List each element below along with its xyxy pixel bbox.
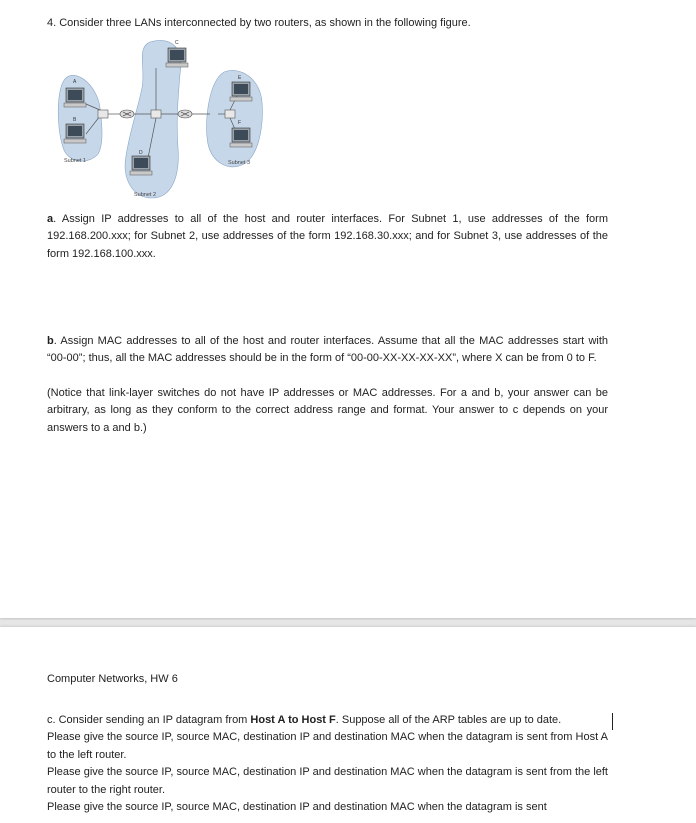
host-b-computer: [64, 124, 86, 143]
part-c-line-2: Please give the source IP, source MAC, destination IP and destination MAC when the datagram is sent from the left router to the right router.: [47, 766, 608, 796]
host-label-d: D: [139, 150, 143, 156]
host-label-b: B: [73, 117, 77, 123]
switch-2: [151, 110, 161, 118]
part-b-label: b: [47, 335, 54, 347]
part-c-intro: [47, 712, 608, 729]
subnet-label-2: Subnet 2: [134, 192, 157, 198]
part-c-prefix: c. Consider sending an IP datagram from: [47, 714, 251, 726]
part-a-label: a: [47, 213, 54, 225]
host-f-computer: [230, 128, 252, 147]
part-c-section[interactable]: [47, 712, 608, 816]
part-c-suffix: . Suppose all of the ARP tables are up to date.: [335, 714, 562, 726]
part-b-paragraph: [47, 333, 608, 368]
subnet-label-1: Subnet 1: [64, 158, 87, 164]
host-label-a: A: [73, 79, 77, 85]
switch-3: [225, 110, 235, 118]
host-c-computer: [166, 48, 188, 67]
switch-1: [98, 110, 108, 118]
host-label-e: E: [238, 75, 242, 81]
question-4-intro: 4. Consider three LANs interconnected by two routers, as shown in the following figure.: [47, 17, 471, 29]
text-cursor: [612, 713, 613, 730]
network-figure: [52, 38, 272, 202]
part-b-text: . Assign MAC addresses to all of the host and router interfaces. Assume that all the MAC addresses start with “00-00”; thus, all the MAC addresses should be in the form of “00-00-XX-XX-XX-XX”, where X can be from 0 to F.: [47, 335, 608, 365]
host-e-computer: [230, 82, 252, 101]
host-d-computer: [130, 156, 152, 175]
router-right: [178, 110, 192, 118]
host-a-computer: [64, 88, 86, 107]
part-a-paragraph: [47, 211, 608, 263]
part-b-note: (Notice that link-layer switches do not have IP addresses or MAC addresses. For a and b, your answer can be arbitrary, as long as they conform to the correct address range and format. Your answer to c depends on your answers to a and b.): [47, 387, 608, 434]
part-a-text: . Assign IP addresses to all of the host and router interfaces. For Subnet 1, use addresses of the form 192.168.200.xxx; for Subnet 2, use addresses of the form 192.168.30.xxx; and for Subnet 3, use addresses of the form 192.168.100.xxx.: [47, 213, 608, 260]
host-label-f: F: [238, 120, 242, 126]
part-c-line-3: Please give the source IP, source MAC, destination IP and destination MAC when the datagram is sent: [47, 801, 547, 814]
router-left: [120, 110, 134, 118]
host-label-c: C: [175, 40, 179, 46]
part-c-line-1: Please give the source IP, source MAC, destination IP and destination MAC when the datagram is sent from Host A to the left router.: [47, 731, 608, 761]
subnet-label-3: Subnet 3: [228, 160, 251, 166]
part-c-bold: Host A to Host F: [250, 714, 336, 726]
page-header-text: Computer Networks, HW 6: [47, 673, 178, 685]
